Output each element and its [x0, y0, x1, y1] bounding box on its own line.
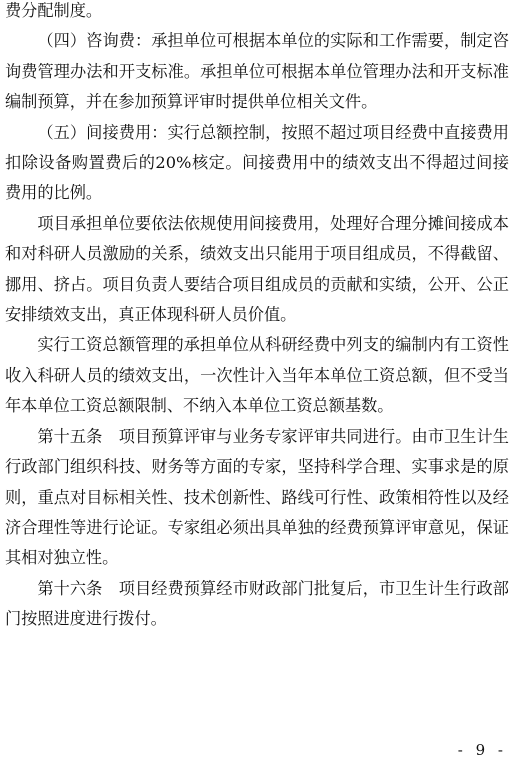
paragraph-indirect-cost-usage: 项目承担单位要依法依规使用间接费用，处理好合理分摊间接成本和对科研人员激励的关系，绩效支出只能用于项目组成员，不得截留、挪用、挤占。项目负责人要结合项目组成员的贡献和实绩，公开、公正安排绩效支出，真正体现科研人员价值。: [5, 213, 509, 325]
paragraph-consulting-fee: （四）咨询费：承担单位可根据本单位的实际和工作需要，制定咨询费管理办法和开支标准。承担单位可根据本单位管理办法和开支标准编制预算，并在参加预算评审时提供单位相关文件。: [5, 31, 509, 112]
paragraph-article-16: 第十六条 项目经费预算经市财政部门批复后，市卫生计生行政部门按照进度进行拨付。: [5, 578, 509, 629]
paragraph-indirect-cost: （五）间接费用：实行总额控制，按照不超过项目经费中直接费用扣除设备购置费后的20%核定。间接费用中的绩效支出不得超过间接费用的比例。: [5, 122, 509, 203]
paragraph-wage-total: 实行工资总额管理的承担单位从科研经费中列支的编制内有工资性收入科研人员的绩效支出，一次性计入当年本单位工资总额，但不受当年本单位工资总额限制、不纳入本单位工资总额基数。: [5, 335, 509, 416]
page-number: - 9 -: [457, 741, 507, 759]
body-text: [5, 0, 509, 635]
paragraph-continuation: 费分配制度。: [5, 1, 103, 20]
paragraph-article-15: 第十五条 项目预算评审与业务专家评审共同进行。由市卫生计生行政部门组织科技、财务等方面的专家，坚持科学合理、实事求是的原则，重点对目标相关性、技术创新性、路线可行性、政策相符性以及经济合理性等进行论证。专家组必须出具单独的经费预算评审意见，保证其相对独立性。: [5, 426, 509, 568]
